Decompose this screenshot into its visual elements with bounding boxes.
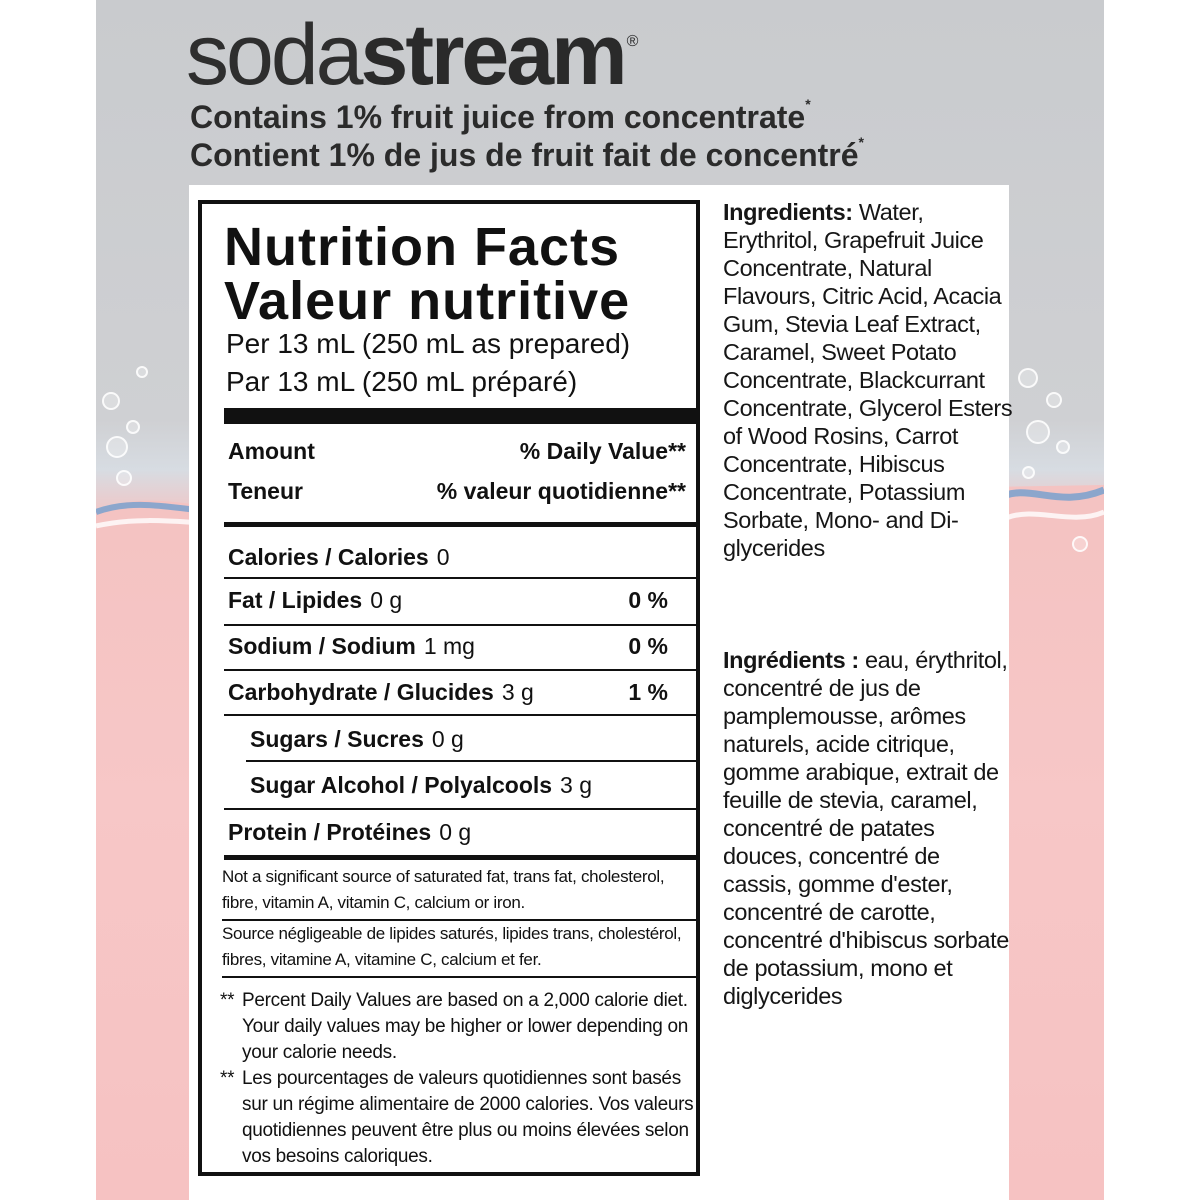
nutrient-row-sodium: Sodium / Sodium 1 mg xyxy=(228,633,475,659)
serving-size-en: Per 13 mL (250 mL as prepared) xyxy=(226,328,631,359)
nutrient-row-sugar-alcohol: Sugar Alcohol / Polyalcools 3 g xyxy=(250,772,593,798)
bubble-decoration xyxy=(1056,440,1070,454)
bubble-decoration xyxy=(1046,392,1062,408)
bubble-decoration xyxy=(106,436,128,458)
bubble-decoration xyxy=(102,392,120,410)
daily-value-carbohydrate: 1 % xyxy=(628,679,668,705)
bubble-decoration xyxy=(1022,466,1035,479)
amount-header-en: Amount xyxy=(228,438,315,464)
ingredients-fr xyxy=(723,646,1013,1010)
amount-header-fr: Teneur xyxy=(228,478,303,504)
medium-divider xyxy=(224,522,700,527)
row-divider xyxy=(224,714,700,716)
row-divider xyxy=(224,624,700,626)
row-divider xyxy=(224,669,700,671)
ingredients-fr-label: Ingrédients : xyxy=(723,647,859,673)
nutrition-facts-table xyxy=(198,200,700,1176)
thick-divider xyxy=(224,855,700,860)
footnote-en: ** Percent Daily Values are based on a 2,000 calorie diet. Your daily values may be higher or lower depending on your calorie needs. xyxy=(220,990,689,1063)
nutrient-row-sugars: Sugars / Sucres 0 g xyxy=(250,726,464,752)
row-divider xyxy=(224,577,700,579)
bubble-decoration xyxy=(1018,368,1038,388)
juice-claim-fr: Contient 1% de jus de fruit fait de concentré* xyxy=(190,134,864,173)
ingredients-en-text: Water, Erythritol, Grapefruit Juice Concentrate, Natural Flavours, Citric Acid, Acacia Gum, Stevia Leaf Extract, Caramel, Sweet Potato Concentrate, Blackcurrant Concentrate, Glycerol Esters of Wood Rosins, Carrot Concentrate, Hibiscus Concentrate, Potassium Sorbate, Mono- and Di-glycerides xyxy=(723,199,1013,561)
daily-value-fat: 0 % xyxy=(628,587,668,613)
row-divider xyxy=(224,808,700,810)
nutrient-row-carbohydrate: Carbohydrate / Glucides 3 g xyxy=(228,679,534,705)
nutrient-row-calories: Calories / Calories 0 xyxy=(228,544,450,570)
nutrition-title-fr: Valeur nutritive xyxy=(224,271,631,331)
ingredients-en-label: Ingredients: xyxy=(723,199,853,225)
daily-value-sodium: 0 % xyxy=(628,633,668,659)
bubble-decoration xyxy=(116,470,132,486)
bubble-decoration xyxy=(1072,536,1088,552)
juice-claim-en: Contains 1% fruit juice from concentrate* xyxy=(190,96,811,135)
ingredients-fr-text: eau, érythritol, concentré de jus de pamplemousse, arômes naturels, acide citrique, gomme arabique, extrait de feuille de stevia, caramel, concentré de patates douces, concentré de cassis, gomme d'ester, concentré de carotte, concentré d'hibiscus sorbate de potassium, mono et diglycerides xyxy=(723,647,1009,1009)
not-significant-note-fr: Source négligeable de lipides saturés, lipides trans, cholestérol, fibres, vitamine A, vitamine C, calcium et fer. xyxy=(222,924,682,969)
sodastream-logo: sodastream ® xyxy=(186,7,636,103)
ingredients-en xyxy=(723,198,1013,562)
footnote-fr: ** Les pourcentages de valeurs quotidiennes sont basés sur un régime alimentaire de 2000 calories. Vos valeurs quotidiennes peuvent être plus ou moins élevées selon vos besoins caloriques. xyxy=(220,1068,694,1167)
bubble-decoration xyxy=(136,366,148,378)
serving-size-fr: Par 13 mL (250 mL préparé) xyxy=(226,366,578,397)
nutrition-title-en: Nutrition Facts xyxy=(224,217,621,277)
nutrient-row-fat: Fat / Lipides 0 g xyxy=(228,587,403,613)
row-divider xyxy=(222,976,700,978)
daily-value-header-fr: % valeur quotidienne** xyxy=(436,478,686,504)
bubble-decoration xyxy=(126,420,140,434)
daily-value-header-en: % Daily Value** xyxy=(519,438,686,464)
not-significant-note-en: Not a significant source of saturated fat, trans fat, cholesterol, fibre, vitamin A, vitamin C, calcium or iron. xyxy=(222,867,665,912)
row-divider xyxy=(246,760,700,762)
bubble-decoration xyxy=(1026,420,1050,444)
nutrient-row-protein: Protein / Protéines 0 g xyxy=(228,819,472,845)
thick-divider xyxy=(224,408,700,424)
